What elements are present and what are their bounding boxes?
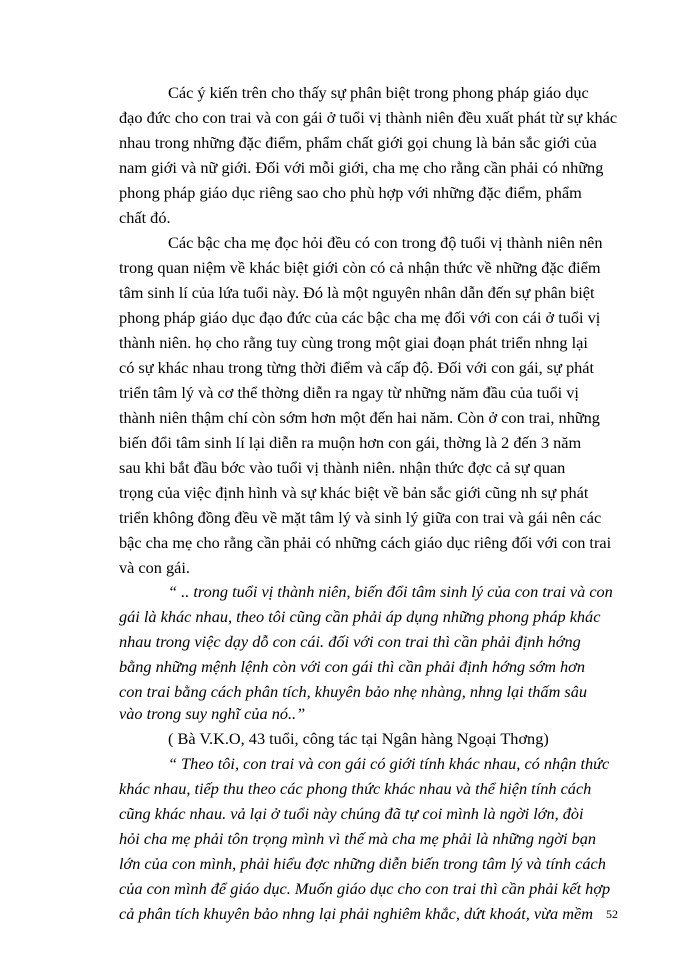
paragraph-2-line: biến đổi tâm sinh lí lại diễn ra muộn hơn con gái, thờng là 2 đến 3 năm bbox=[119, 433, 582, 452]
paragraph-1-line: chất đó. bbox=[119, 208, 171, 227]
paragraph-2-line: Các bậc cha mẹ đọc hỏi đều có con trong độ tuổi vị thành niên nên bbox=[168, 233, 603, 252]
paragraph-2-line: triển không đồng đều về mặt tâm lý và sinh lý giữa con trai và gái nên các bbox=[119, 508, 602, 527]
paragraph-1-line: phong pháp giáo dục riêng sao cho phù hợp với những đặc điểm, phẩm bbox=[119, 183, 582, 202]
paragraph-1-line: Các ý kiến trên cho thấy sự phân biệt trong phong pháp giáo dục bbox=[168, 83, 589, 102]
quote-1-line: nhau trong việc dạy dỗ con cái. đối với con trai thì cần phải định hớng bbox=[119, 632, 581, 651]
paragraph-2-line: trong quan niệm về khác biệt giới còn có cả nhận thức về những đặc điểm bbox=[119, 258, 601, 277]
quote-1-line: bằng những mệnh lệnh còn với con gái thì cần phải định hớng sớm hơn bbox=[119, 657, 585, 676]
paragraph-1-line: nhau trong những đặc điểm, phẩm chất giới gọi chung là bản sắc giới của bbox=[119, 133, 597, 152]
quote-1-line: “ .. trong tuổi vị thành niên, biến đổi tâm sinh lý của con trai và con bbox=[168, 582, 613, 601]
paragraph-2-line: bậc cha mẹ cho rằng cần phải có những cách giáo dục riêng đối với con trai bbox=[119, 533, 612, 552]
paragraph-2-line: thành niên thậm chí còn sớm hơn một đến hai năm. Còn ở con trai, những bbox=[119, 408, 600, 427]
quote-2-line: của con mình để giáo dục. Muốn giáo dục cho con trai thì cần phải kết hợp bbox=[119, 879, 611, 898]
paragraph-2-line: phong pháp giáo dục đạo đức của các bậc cha mẹ đối với con cái ở tuổi vị bbox=[119, 308, 601, 327]
paragraph-2-line: có sự khác nhau trong từng thời điểm và cấp độ. Đối với con gái, sự phát bbox=[119, 358, 595, 377]
paragraph-2-line: thành niên. họ cho rằng tuy cùng trong một giai đoạn phát triển nhng lại bbox=[119, 333, 588, 352]
paragraph-2-line: sau khi bắt đầu bớc vào tuổi vị thành niên. nhận thức đợc cả sự quan bbox=[119, 458, 566, 477]
quote-2-line: cả phân tích khuyên bảo nhng lại phải nghiêm khắc, dứt khoát, vừa mềm bbox=[119, 904, 593, 923]
page-number: 52 bbox=[606, 907, 618, 921]
paragraph-2-line: tâm sinh lí của lứa tuổi này. Đó là một nguyên nhân dẫn đến sự phân biệt bbox=[119, 283, 595, 302]
paragraph-1-line: nam giới và nữ giới. Đối với mỗi giới, cha mẹ cho rằng cần phải có những bbox=[119, 158, 604, 177]
quote-1-line: vào trong suy nghĩ của nó..” bbox=[119, 704, 306, 723]
paragraph-1-line: đạo đức cho con trai và con gái ở tuổi vị thành niên đều xuất phát từ sự khác bbox=[119, 108, 618, 127]
quote-2-line: khác nhau, tiếp thu theo các phong thức khác nhau và thể hiện tính cách bbox=[119, 779, 592, 798]
quote-1-line: gái là khác nhau, theo tôi cũng cần phải áp dụng những phong pháp khác bbox=[119, 607, 601, 626]
paragraph-2-line: triển tâm lý và cơ thể thờng diễn ra ngay từ những năm đầu của tuổi vị bbox=[119, 383, 579, 402]
quote-1-line: con trai bằng cách phân tích, khuyên bảo nhẹ nhàng, nhng lại thấm sâu bbox=[119, 682, 588, 701]
quote-2-line: cũng khác nhau. vả lại ở tuổi này chúng đã tự coi mình là ngời lớn, đòi bbox=[119, 804, 584, 823]
paragraph-2-line: trọng của việc định hình và sự khác biệt về bản sắc giới cũng nh sự phát bbox=[119, 483, 589, 502]
paragraph-2-line: và con gái. bbox=[119, 558, 190, 577]
quote-2-line: hỏi cha mẹ phải tôn trọng mình vì thế mà cha mẹ phải là những ngời bạn bbox=[119, 829, 597, 848]
quote-2-line: lớn của con mình, phải hiểu đợc những diễn biến trong tâm lý và tính cách bbox=[119, 854, 606, 873]
quote-2-line: “ Theo tôi, con trai và con gái có giới tính khác nhau, có nhận thức bbox=[168, 754, 610, 773]
citation: ( Bà V.K.O, 43 tuổi, công tác tại Ngân hàng Ngoại Thơng) bbox=[168, 729, 549, 748]
